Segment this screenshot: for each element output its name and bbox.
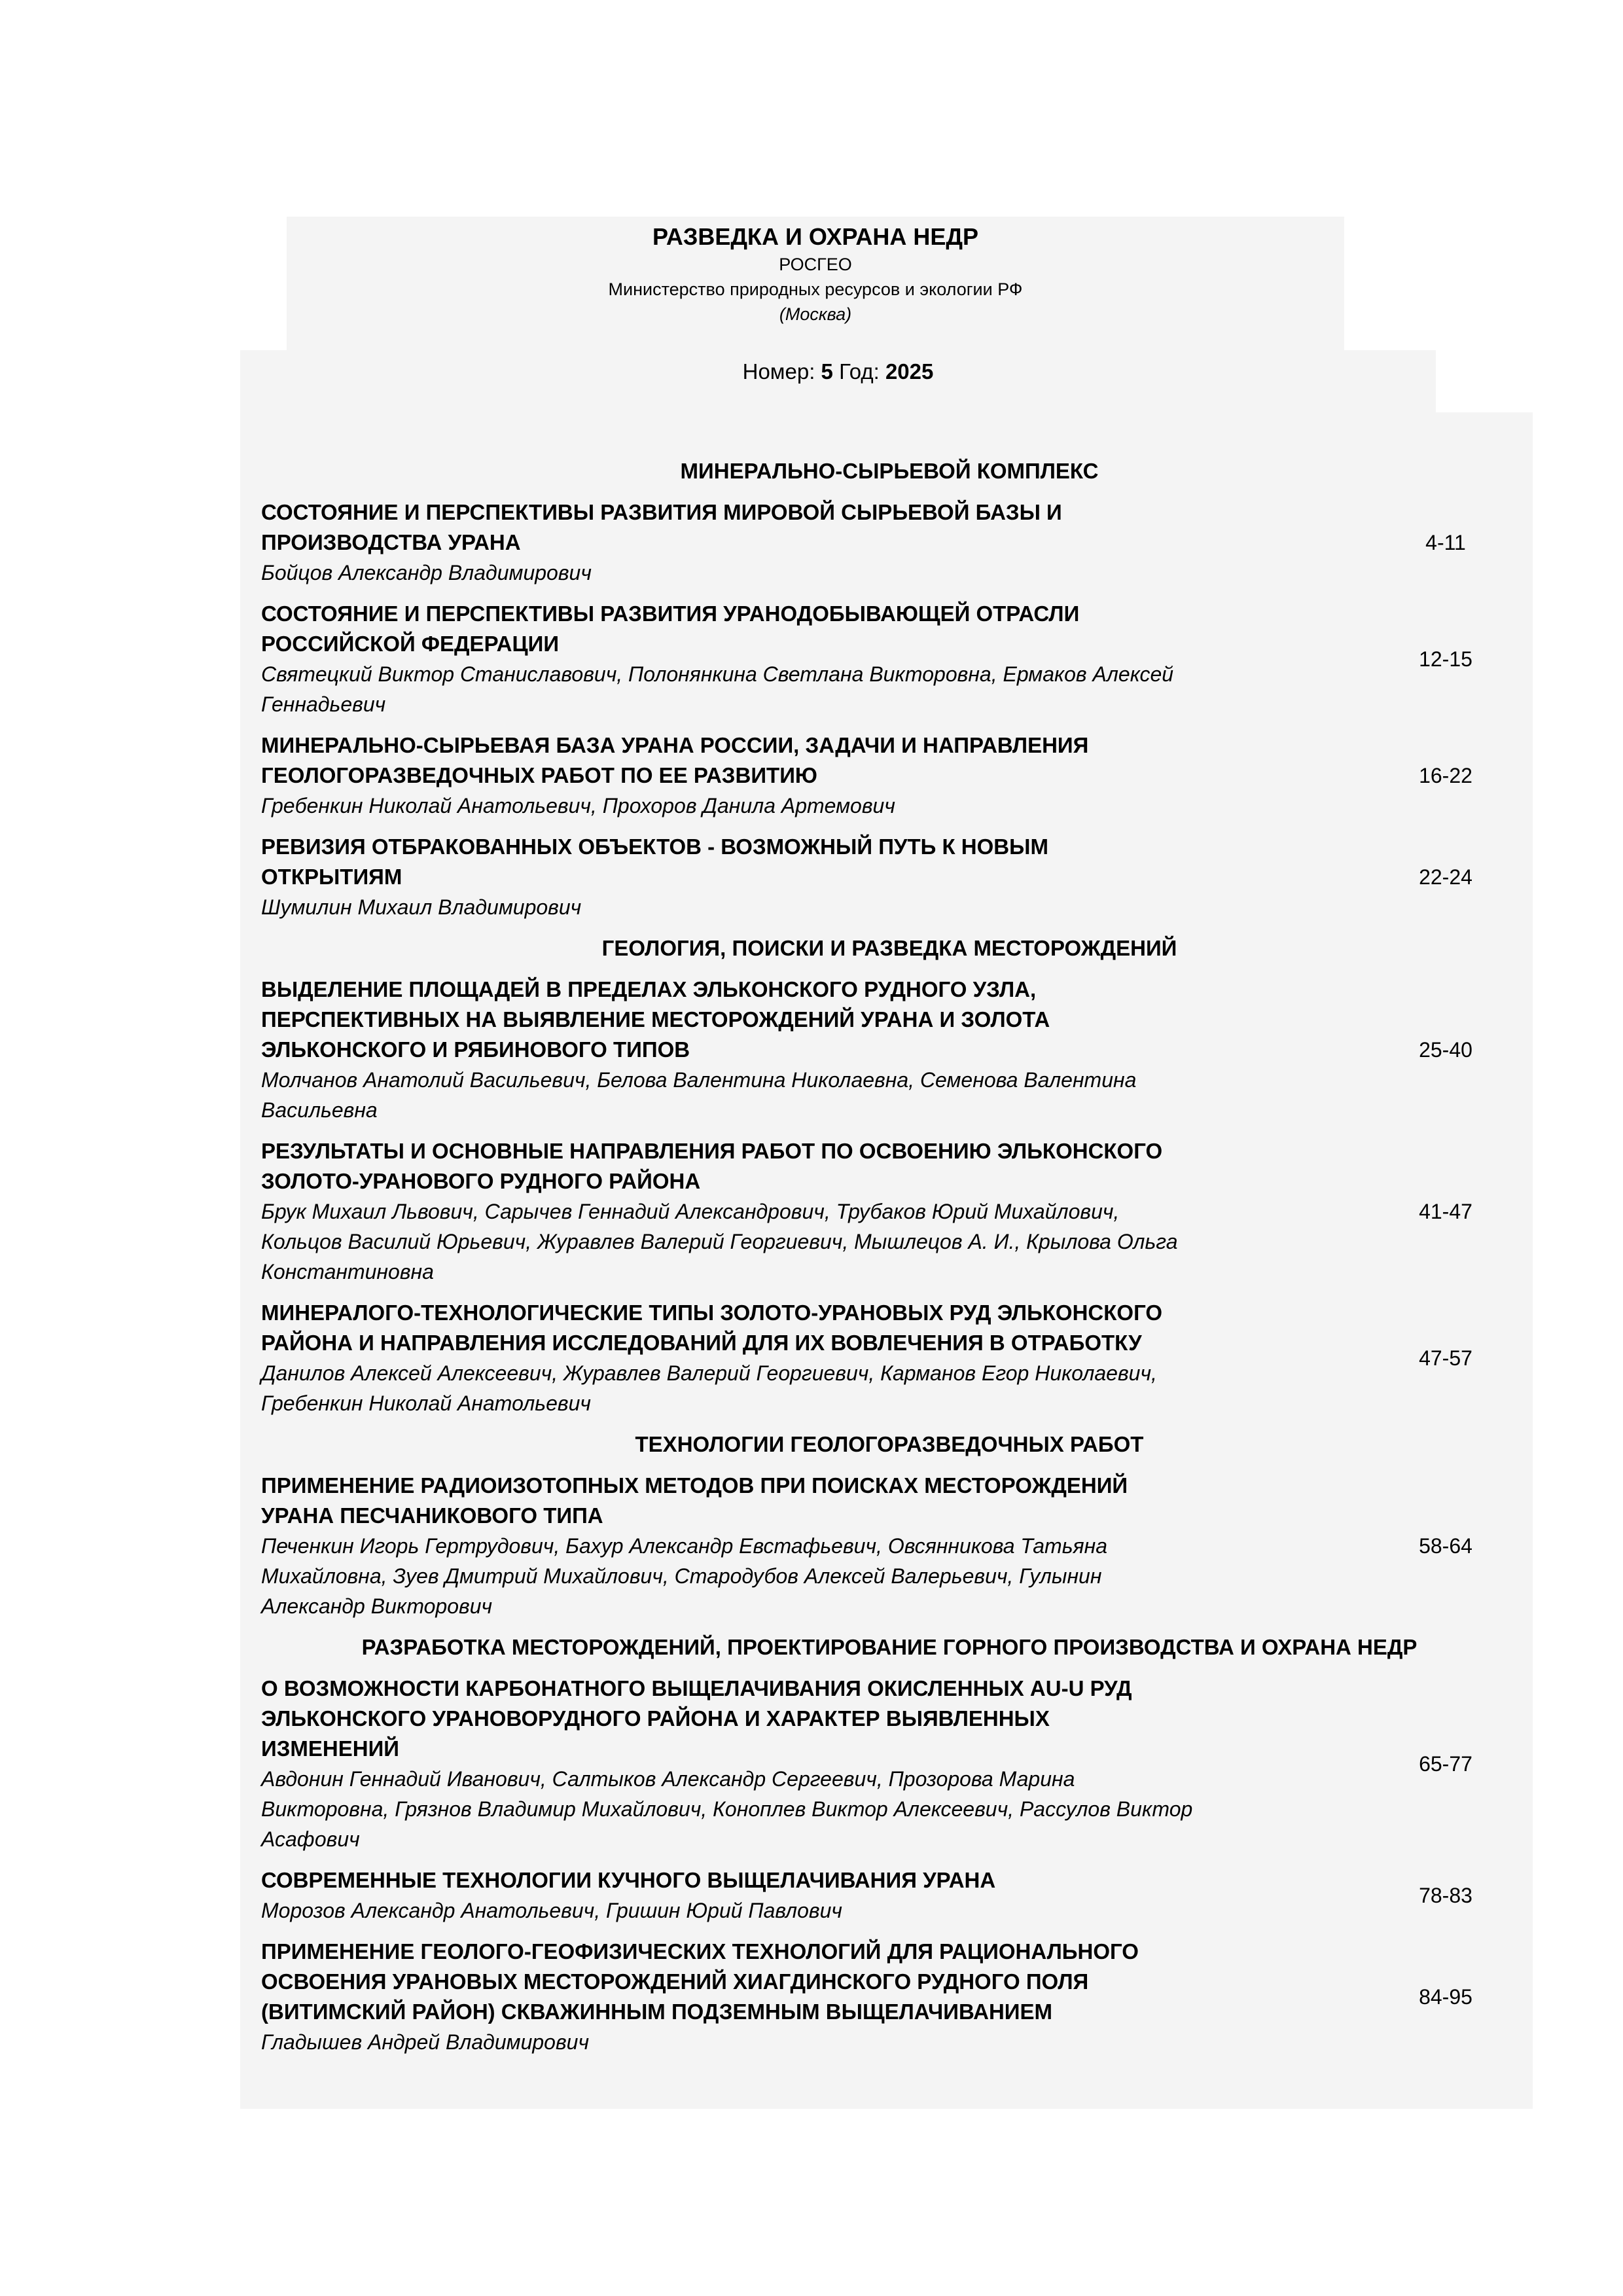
article-info [261,1865,1374,1926]
page-range: 47-57 [1419,1346,1472,1370]
article-title[interactable]: ЗОЛОТО-УРАНОВОГО РУДНОГО РАЙОНА [261,1169,701,1193]
page-range: 16-22 [1419,763,1472,787]
article-authors: Михайловна, Зуев Дмитрий Михайлович, Стародубов Алексей Валерьевич, Гулынин [261,1564,1102,1588]
article-info [261,1674,1374,1854]
article-title[interactable]: РОССИЙСКОЙ ФЕДЕРАЦИИ [261,632,560,656]
publisher: РОСГЕО [779,255,852,274]
article-entry[interactable] [261,1298,1518,1418]
issue-info [240,350,1436,412]
article-title[interactable]: МИНЕРАЛЬНО-СЫРЬЕВАЯ БАЗА УРАНА РОССИИ, ЗАДАЧИ И НАПРАВЛЕНИЯ [261,733,1089,757]
page-range: 22-24 [1419,865,1472,889]
article-entry[interactable] [261,975,1518,1125]
article-title[interactable]: СОСТОЯНИЕ И ПЕРСПЕКТИВЫ РАЗВИТИЯ УРАНОДОБЫВАЮЩЕЙ ОТРАСЛИ [261,601,1080,626]
section-heading: ТЕХНОЛОГИИ ГЕОЛОГОРАЗВЕДОЧНЫХ РАБОТ [635,1432,1144,1456]
article-authors: Кольцов Василий Юрьевич, Журавлев Валерий Георгиевич, Мышлецов А. И., Крылова Ольга [261,1230,1178,1253]
article-title[interactable]: РЕЗУЛЬТАТЫ И ОСНОВНЫЕ НАПРАВЛЕНИЯ РАБОТ ПО ОСВОЕНИЮ ЭЛЬКОНСКОГО [261,1139,1163,1163]
page-range: 65-77 [1419,1751,1472,1776]
page-range: 84-95 [1419,1984,1472,2009]
article-info [261,1471,1374,1621]
article-title[interactable]: СОВРЕМЕННЫЕ ТЕХНОЛОГИИ КУЧНОГО ВЫЩЕЛАЧИВАНИЯ УРАНА [261,1868,996,1892]
article-entry[interactable] [261,730,1518,821]
article-entry[interactable] [261,1865,1518,1926]
section-heading: РАЗРАБОТКА МЕСТОРОЖДЕНИЙ, ПРОЕКТИРОВАНИЕ ГОРНОГО ПРОИЗВОДСТВА И ОХРАНА НЕДР [361,1635,1418,1659]
article-title[interactable]: МИНЕРАЛОГО-ТЕХНОЛОГИЧЕСКИЕ ТИПЫ ЗОЛОТО-УРАНОВЫХ РУД ЭЛЬКОНСКОГО [261,1300,1163,1325]
article-title[interactable]: ЭЛЬКОНСКОГО УРАНОВОРУДНОГО РАЙОНА И ХАРАКТЕР ВЫЯВЛЕННЫХ [261,1706,1050,1731]
section-heading: ГЕОЛОГИЯ, ПОИСКИ И РАЗВЕДКА МЕСТОРОЖДЕНИЙ [601,936,1177,960]
article-authors: Бойцов Александр Владимирович [261,561,592,584]
article-authors: Шумилин Михаил Владимирович [261,895,582,919]
article-title[interactable]: РЕВИЗИЯ ОТБРАКОВАННЫХ ОБЪЕКТОВ - ВОЗМОЖНЫЙ ПУТЬ К НОВЫМ [261,834,1048,859]
journal-title: РАЗВЕДКА И ОХРАНА НЕДР [652,223,979,250]
article-title[interactable]: СОСТОЯНИЕ И ПЕРСПЕКТИВЫ РАЗВИТИЯ МИРОВОЙ СЫРЬЕВОЙ БАЗЫ И [261,500,1062,524]
article-info [261,832,1374,922]
article-authors: Гладышев Андрей Владимирович [261,2030,590,2054]
article-title[interactable]: ПРОИЗВОДСТВА УРАНА [261,530,521,554]
article-entry[interactable] [261,832,1518,922]
article-info [261,975,1374,1125]
article-info [261,1298,1374,1418]
page-range: 4-11 [1425,530,1466,554]
article-title[interactable]: ЭЛЬКОНСКОГО И РЯБИНОВОГО ТИПОВ [261,1037,690,1062]
article-authors: Константиновна [261,1260,434,1283]
article-title[interactable]: О ВОЗМОЖНОСТИ КАРБОНАТНОГО ВЫЩЕЛАЧИВАНИЯ ОКИСЛЕННЫХ AU-U РУД [261,1676,1132,1700]
article-title[interactable]: (ВИТИМСКИЙ РАЙОН) СКВАЖИННЫМ ПОДЗЕМНЫМ ВЫЩЕЛАЧИВАНИЕМ [261,2000,1053,2024]
article-title[interactable]: ОСВОЕНИЯ УРАНОВЫХ МЕСТОРОЖДЕНИЙ ХИАГДИНСКОГО РУДНОГО ПОЛЯ [261,1969,1089,1994]
ministry: Министерство природных ресурсов и экологии РФ [608,279,1023,299]
city: (Москва) [779,304,852,324]
table-of-contents [240,412,1533,2109]
article-title[interactable]: УРАНА ПЕСЧАНИКОВОГО ТИПА [261,1503,603,1528]
article-info [261,730,1374,821]
article-title[interactable]: ИЗМЕНЕНИЙ [261,1736,400,1761]
article-title[interactable]: ПРИМЕНЕНИЕ РАДИОИЗОТОПНЫХ МЕТОДОВ ПРИ ПОИСКАХ МЕСТОРОЖДЕНИЙ [261,1473,1128,1498]
page-range: 25-40 [1419,1037,1472,1062]
issue-label: Номер: [742,359,815,384]
article-entry[interactable] [261,497,1518,588]
article-authors: Данилов Алексей Алексеевич, Журавлев Валерий Георгиевич, Карманов Егор Николаевич, [261,1361,1157,1385]
article-authors: Святецкий Виктор Станиславович, Полонянкина Светлана Викторовна, Ермаков Алексей [261,662,1174,686]
issue-number: 5 [821,359,833,384]
article-title[interactable]: ВЫДЕЛЕНИЕ ПЛОЩАДЕЙ В ПРЕДЕЛАХ ЭЛЬКОНСКОГО РУДНОГО УЗЛА, [261,977,1037,1001]
article-authors: Гребенкин Николай Анатольевич, Прохоров Данила Артемович [261,794,895,817]
article-info [261,497,1374,588]
section-heading: МИНЕРАЛЬНО-СЫРЬЕВОЙ КОМПЛЕКС [680,459,1099,483]
article-authors: Печенкин Игорь Гертрудович, Бахур Александр Евстафьевич, Овсянникова Татьяна [261,1534,1108,1558]
article-info [261,1136,1374,1287]
article-info [261,1937,1374,2057]
article-authors: Молчанов Анатолий Васильевич, Белова Валентина Николаевна, Семенова Валентина [261,1068,1137,1092]
article-entry[interactable] [261,1674,1518,1854]
year: 2025 [885,359,934,384]
article-authors: Авдонин Геннадий Иванович, Салтыков Александр Сергеевич, Прозорова Марина [261,1767,1075,1791]
article-authors: Морозов Александр Анатольевич, Гришин Юрий Павлович [261,1899,842,1922]
article-info [261,599,1374,719]
year-label: Год: [839,359,880,384]
article-entry[interactable] [261,1471,1518,1621]
article-title[interactable]: ПРИМЕНЕНИЕ ГЕОЛОГО-ГЕОФИЗИЧЕСКИХ ТЕХНОЛОГИЙ ДЛЯ РАЦИОНАЛЬНОГО [261,1939,1139,1964]
article-title[interactable]: ПЕРСПЕКТИВНЫХ НА ВЫЯВЛЕНИЕ МЕСТОРОЖДЕНИЙ УРАНА И ЗОЛОТА [261,1007,1050,1031]
article-authors: Асафович [261,1827,360,1851]
page-range: 78-83 [1419,1883,1472,1907]
article-authors: Викторовна, Грязнов Владимир Михайлович, Коноплев Виктор Алексеевич, Рассулов Виктор [261,1797,1193,1821]
article-title[interactable]: РАЙОНА И НАПРАВЛЕНИЯ ИССЛЕДОВАНИЙ ДЛЯ ИХ ВОВЛЕЧЕНИЯ В ОТРАБОТКУ [261,1331,1142,1355]
page-range: 41-47 [1419,1199,1472,1223]
article-entry[interactable] [261,1136,1518,1287]
article-authors: Геннадьевич [261,692,386,716]
article-title[interactable]: ГЕОЛОГОРАЗВЕДОЧНЫХ РАБОТ ПО ЕЕ РАЗВИТИЮ [261,763,817,787]
article-authors: Александр Викторович [261,1594,493,1618]
article-authors: Васильевна [261,1098,378,1122]
article-entry[interactable] [261,1937,1518,2057]
journal-header [287,217,1344,350]
article-title[interactable]: ОТКРЫТИЯМ [261,865,402,889]
page-range: 58-64 [1419,1534,1472,1558]
article-entry[interactable] [261,599,1518,719]
article-authors: Гребенкин Николай Анатольевич [261,1391,591,1415]
page-range: 12-15 [1419,647,1472,671]
article-authors: Брук Михаил Львович, Сарычев Геннадий Александрович, Трубаков Юрий Михайлович, [261,1200,1120,1223]
